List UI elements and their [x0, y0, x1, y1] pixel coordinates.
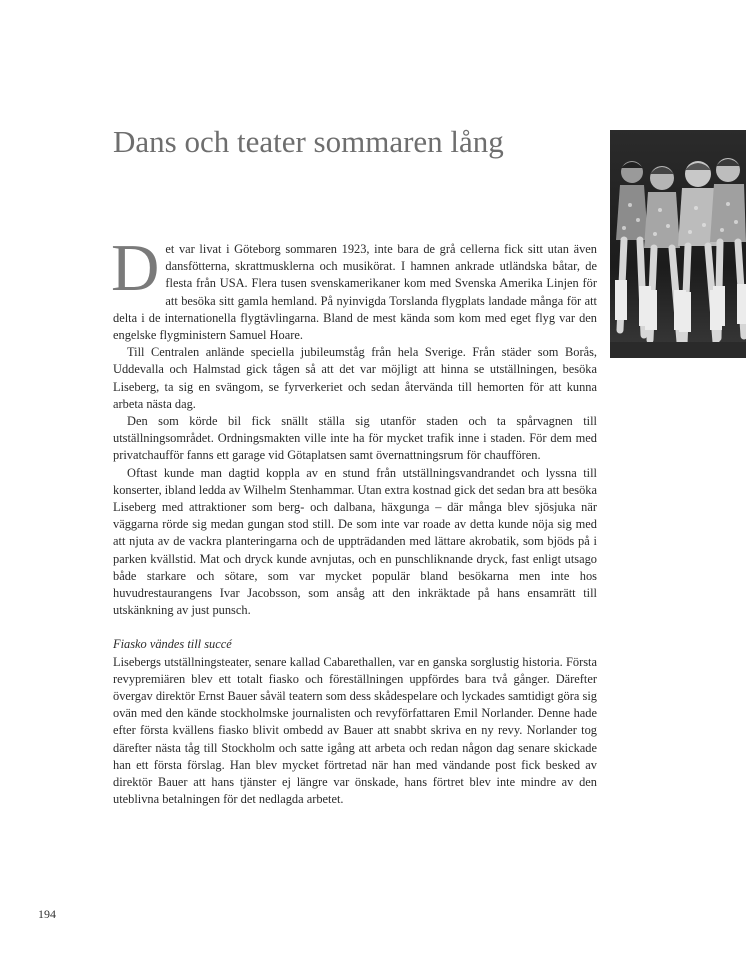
dancers-photo — [610, 130, 746, 358]
paragraph: Oftast kunde man dagtid koppla av en stund från utställningsvandrandet och lyssna till konserter, ibland ledda av Wilhelm Stenhammar. Utan extra kostnad gick det sedan bra att besöka Liseberg med attraktioner som berg- och dalbana, häxgunga – där många blev sjösjuka när väggarna rörde sig medan gungan stod still. De som inte var roade av detta kunde nöja sig med att njuta av de vackra planteringarna och de uppträdanden med lättare akrobatik, som bjöds på i parken kvällstid. Mat och dryck kunde avnjutas, och en punschliknande dryck, fast enligt utsago både starkare och sötare, som var mycket populär bland besökarna men inte hos huvudrestaurangens Ivar Jacobsson, som ansåg att den inkräktade på hans ensamrätt till utskänkning av just punsch. — [113, 465, 597, 618]
paragraph-intro-text: et var livat i Göteborg sommaren 1923, inte bara de grå cellerna fick sitt utan även dansfötterna, skrattmusklerna och musikörat. I hamnen ankrade utländska båtar, de flesta från USA. Flera tusen svenskamerikaner kom med Svenska Amerika Linjen för att besöka sitt gamla hemland. På nyinvigda Torslanda flygplats landade många för att delta i de internationella flygtävlingarna. Bland de mest kända som kom med eget flyg var den engelske flygministern Samuel Hoare. — [113, 242, 597, 343]
paragraph: Till Centralen anlände speciella jubileumståg från hela Sverige. Från städer som Borås, Uddevalla och Halmstad gick tågen så att det var möjligt att hinna se utställningen, besöka Liseberg, ta sig en svängom, se fyrverkeriet och sedan återvända till hemorten för att kunna arbeta nästa dag. — [113, 345, 597, 411]
section-subheading: Fiasko vändes till succé — [113, 637, 232, 652]
section-paragraph: Lisebergs utställningsteater, senare kallad Cabarethallen, var en ganska sorglustig historia. Första revypremiären blev ett totalt fiasko och föreställningen uppfördes bara två gånger. Därefter övergav direktör Ernst Bauer såväl teatern som dess skådespelare och lyckades samtidigt göra sig ovän med den kände stockholmske journalisten och revyförfattaren Emil Norlander. Denne hade efter första kvällens fiasko blivit ombedd av Bauer att snabbt skriva en ny revy. Norlander tog därefter nästa tåg till Stockholm och satte igång att arbeta och redan någon dag senare skickade han ett första förslag. Han blev mycket förtretad när han med vändande post fick besked av direktör Bauer att hans tjänster ej längre var önskade, hans förtret blev inte mindre av den uteblivna betalningen för det nedlagda arbetet. — [113, 654, 597, 807]
page-title: Dans och teater sommaren lång — [113, 124, 504, 159]
drop-cap: D — [111, 231, 160, 305]
dancers-photo-image — [610, 130, 746, 358]
paragraph-intro — [111, 231, 597, 344]
paragraph: Den som körde bil fick snällt ställa sig utanför staden och ta spårvagnen till utställningsområdet. Ordningsmakten ville inte ha för mycket trafik inne i staden. För dem med privatchaufför fanns ett garage vid Götaplatsen samt övernattningsrum för chauffören. — [113, 414, 597, 463]
article-body — [111, 231, 597, 809]
page-number: 194 — [38, 907, 56, 921]
